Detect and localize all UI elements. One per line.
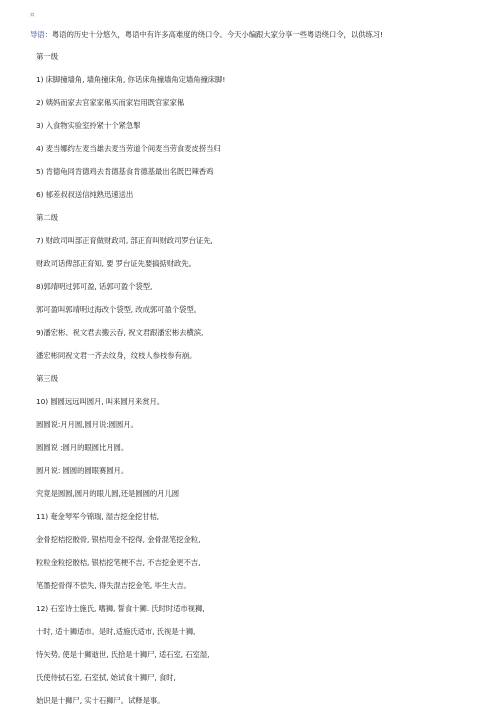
intro-lead: 导语： bbox=[30, 30, 52, 39]
text-line: 十时, 适十狮适市。是时,适施氏适市, 氏视是十狮, bbox=[36, 627, 196, 636]
text-line: 4) 麦当娜约左麦当雄去麦当劳道个间麦当劳食麦皮捞当归 bbox=[36, 144, 221, 153]
text-line: 始识是十狮尸, 实十石狮尸。试释是事。 bbox=[36, 696, 165, 705]
text-line: 8)郭靖明过郭可盈, 话郭可盈个袋型, bbox=[36, 282, 153, 291]
level-heading: 第二级 bbox=[36, 213, 58, 222]
text-line: 2) 姨妈而家去官家家俬买而家岩用既官家家俬 bbox=[36, 98, 185, 107]
text-line: 笔墨挖骨得不偿失, 得失混吉挖金笔, 毕生大吉。 bbox=[36, 581, 191, 590]
text-line: 11) 奄金琴军今锦瑞, 湿吉挖金挖甘桔, bbox=[36, 512, 160, 521]
text-line: 6) 郁差叔叔送信纯熟迅速送出 bbox=[36, 190, 134, 199]
text-line: 圆圆说 :圆月的眼圆比月圆。 bbox=[36, 443, 129, 452]
text-line: 12) 石室诗士施氏, 嗜狮, 誓食十狮. 氏时时适市视狮, bbox=[36, 604, 205, 613]
text-line: 金骨挖桔挖骹骨, 银桔甩金不挖得, 金骨混笔挖金粒, bbox=[36, 535, 201, 544]
intro-paragraph bbox=[30, 30, 480, 40]
text-line: 究竟是圆圆,圆月的眼儿圆,还是圆圆的月儿圆 bbox=[36, 489, 180, 498]
intro-text: 粤语的历史十分悠久，粤语中有许多高难度的绕口令。今天小编跟大家分享一些粤语绕口令，以供练习! bbox=[51, 30, 383, 39]
text-line: 7) 财政司叫部正育做财政司, 部正育叫财政司罗台证先, bbox=[36, 236, 213, 245]
text-line: 粒粒金粒挖骹桔, 银桔挖笔梗不吉, 不吉挖金更不吉, bbox=[36, 558, 201, 567]
text-line: 恃矢势, 使是十狮逝世, 氏拾是十狮尸, 适石室, 石室湿, bbox=[36, 650, 210, 659]
text-line: 3) 入食物实验室拎紧十个紧急掣 bbox=[36, 121, 141, 130]
text-line: 财政司话俾部正育知, 要 罗台证先要搞掂财政先。 bbox=[36, 259, 196, 268]
text-line: 潘宏彬同祝文君一齐去纹身，纹枝人参枝参有崩。 bbox=[36, 351, 197, 360]
text-line: 1) 床脚撞墙角, 墙角撞床角, 你话床角撞墙角定墙角撞床脚! bbox=[36, 75, 226, 84]
level-heading: 第三级 bbox=[36, 374, 58, 383]
text-line: 圆圆说:月月圆,圆月说:圆圆月。 bbox=[36, 420, 138, 429]
text-line: 氏使侍拭石室, 石室拭, 始试食十狮尸, 食时, bbox=[36, 673, 176, 682]
text-line: 5) 肯德龟同肯德鸡去肯德基食肯德基最出名既巴辣香鸡 bbox=[36, 167, 214, 176]
text-line: 9)潘宏彬、祝文君去搬云吞, 祝文君跟潘宏彬去横滨, bbox=[36, 328, 204, 337]
text-line: 10) 圆圆远远叫圆月, 叫来圆月来赏月。 bbox=[36, 397, 165, 406]
document-body bbox=[30, 30, 480, 719]
text-line: 圆月说: 圆圆的圆眼赛圆月。 bbox=[36, 466, 129, 475]
level-heading: 第一级 bbox=[36, 52, 58, 61]
corner-mark: ¤ bbox=[30, 11, 35, 19]
text-line: 郭可盈叫郭靖明过海改个袋型, 改成郭可盈个袋型。 bbox=[36, 305, 201, 314]
